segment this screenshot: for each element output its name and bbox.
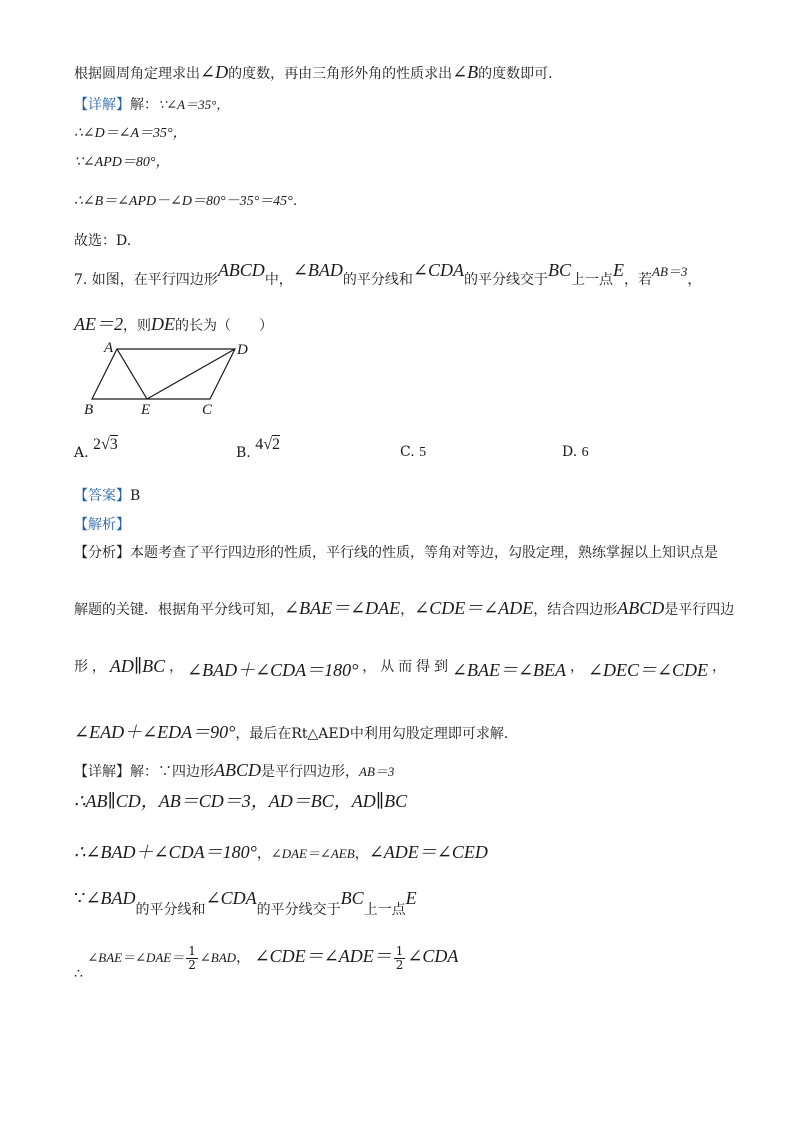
option-a[interactable]: A. 2√3 [74, 436, 118, 461]
fraction-half-2: $\frac{1}{2}$ [395, 943, 404, 972]
label-e: E [141, 402, 151, 418]
option-d[interactable]: D. 6 [562, 444, 589, 460]
label-b: B [84, 402, 94, 418]
label-d: D [237, 342, 248, 358]
question-7-line-2: AE＝2，则DE的长为（ ） [74, 314, 273, 334]
sqrt-icon: √ [263, 436, 272, 453]
analysis-line-1: 【分析】本题考查了平行四边形的性质，平行线的性质，等角对等边，勾股定理，熟练掌握以上知识点是 [74, 545, 718, 561]
option-c[interactable]: C. 5 [400, 444, 427, 460]
segment-de [147, 349, 235, 399]
label-a: A [104, 340, 114, 356]
solution-line-1: 【详解】解：∵四边形ABCD是平行四边形，AB＝3 [74, 760, 395, 780]
option-b-value: 4√2 [255, 436, 280, 453]
parallelogram-figure [80, 336, 270, 418]
solution-line-2: ∴AB∥CD，AB＝CD＝3，AD＝BC，AD∥BC [74, 791, 408, 811]
sqrt-icon: √ [101, 436, 110, 453]
analysis-tag: 【解析】 [74, 517, 130, 533]
analysis-line-2: 解题的关键．根据角平分线可知，∠BAE＝∠DAE，∠CDE＝∠ADE，结合四边形ABCD是平行四边 [74, 598, 735, 618]
solution-line-4: ∵∠BAD的平分线和∠CDA的平分线交于BC上一点E [74, 888, 417, 918]
detail-tag: 【详解】 [74, 97, 130, 113]
fraction-half-1: $\frac{1}{2}$ [188, 943, 196, 972]
text-line-4: ∵∠APD＝80°， [74, 155, 170, 170]
segment-ae [117, 349, 147, 399]
text-line-3: ∴∠D＝∠A＝35°， [74, 126, 187, 141]
option-a-value: 2√3 [93, 436, 118, 453]
text-line-5: ∴∠B＝∠APD－∠D＝80°－35°＝45°． [74, 194, 307, 209]
solution-line-5: ∴ ∠BAE＝∠DAE＝ $\frac{1}{2}$ ∠BAD， ∠CDE＝∠ADE＝ $\frac{1}{2}$ ∠CDA [74, 943, 459, 982]
parallelogram-abcd [92, 349, 235, 399]
text-line-1: 根据圆周角定理求出∠D的度数，再由三角形外角的性质求出∠B的度数即可. [74, 62, 553, 82]
analysis-line-3: 形 ， AD∥BC ， ∠BAD＋∠CDA＝180° ， 从 而 得 到 ∠BAE＝∠BEA ， ∠DEC＝∠CDE ， [74, 656, 726, 680]
answer-tag: 【答案】 [74, 488, 130, 504]
text-line-2: 【详解】解：∵∠A＝35°， [74, 97, 230, 113]
text-line-6: 故选：D. [74, 233, 132, 249]
solution-line-3: ∴∠BAD＋∠CDA＝180°，∠DAE＝∠AEB，∠ADE＝∠CED [74, 842, 488, 862]
option-b[interactable]: B. 4√2 [236, 436, 280, 461]
question-7-line-1: 7. 如图，在平行四边形ABCD中，∠BAD的平分线和∠CDA的平分线交于BC上一点E，若AB＝3， [74, 260, 702, 288]
label-c: C [202, 402, 213, 418]
answer-line: 【答案】B [74, 488, 141, 504]
analysis-line-4: ∠EAD＋∠EDA＝90°，最后在Rt△AED中利用勾股定理即可求解. [74, 722, 509, 742]
